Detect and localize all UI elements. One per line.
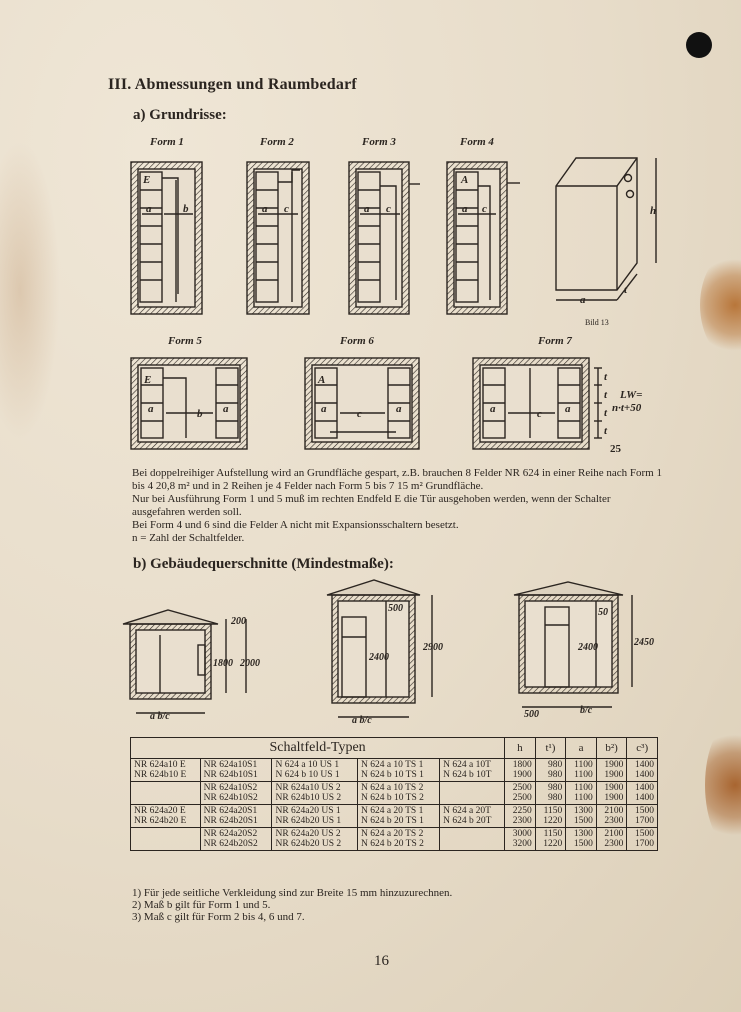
table-title: Schaltfeld-Typen [131,738,505,759]
letter-c: c [284,203,289,215]
table-cell [131,782,201,805]
table-cell: 2250 2300 [505,805,536,828]
table-cell: N 624 a 20 TS 2 N 624 b 20 TS 2 [357,828,439,851]
form-4-label: Form 4 [460,136,494,148]
letter-t: t [604,407,608,419]
note-text: Nur bei Ausführung Form 1 und 5 muß im rechten Endfeld E die Tür ausgehoben werden, wenn der Schalter ausgefahren werden soll. [132,493,611,518]
table-row [131,828,658,851]
table-cell [440,828,505,851]
switchgear-types-table [130,737,658,851]
dim-label: 2900 [423,642,443,653]
form-5-label: Form 5 [168,335,202,347]
col-header: c³) [627,738,658,759]
dim-label: 500 [524,709,539,720]
letter-a: a [262,203,268,215]
table-row [131,759,658,782]
section-a-title: a) Grundrisse: [133,107,227,123]
table-cell: NR 624a10 US 2 NR 624b10 US 2 [272,782,357,805]
letter-b: b [183,203,189,215]
table-cell: 1900 1900 [596,759,627,782]
dim-label: b/c [580,705,593,716]
form-6-label: Form 6 [340,335,374,347]
letter-t: t [624,284,628,296]
page-heading: III. Abmessungen und Raumbedarf [108,76,357,93]
table-cell: 3000 3200 [505,828,536,851]
letter-a: a [146,203,152,215]
table-cell: 1800 1900 [505,759,536,782]
footnote: 2) Maß b gilt für Form 1 und 5. [132,899,271,911]
letter-a: a [462,203,468,215]
table-cell: 1300 1500 [566,805,597,828]
footnotes [132,887,452,923]
page-number: 16 [374,953,389,969]
note-text: n = Zahl der Schaltfelder. [132,532,245,544]
dim-label: 2000 [240,658,260,669]
note-text: Bei Form 4 und 6 sind die Felder A nicht mit Expansionsschaltern besetzt. [132,519,459,531]
table-cell [440,782,505,805]
table-cell: NR 624a20S1 NR 624b20S1 [200,805,272,828]
dim-label: 500 [388,603,403,614]
letter-a: a [364,203,370,215]
table-cell: 1900 1900 [596,782,627,805]
table-cell: 1150 1220 [535,828,566,851]
letter-a: a [223,403,229,415]
letter-c: c [537,408,542,420]
table-cell: 1400 1400 [627,759,658,782]
form-7-label: Form 7 [538,335,572,347]
dim-label: 50 [598,607,608,618]
table-cell: 1500 1700 [627,828,658,851]
table-cell: 1100 1100 [566,759,597,782]
table-cell: 2500 2500 [505,782,536,805]
table-cell: N 624 a 10T N 624 b 10T [440,759,505,782]
table-cell: N 624 a 10 US 1 N 624 b 10 US 1 [272,759,357,782]
form-2-label: Form 2 [260,136,294,148]
table-cell: 980 980 [535,782,566,805]
letter-t: t [604,389,608,401]
floor-plan-diagrams [0,0,741,470]
table-cell: NR 624a20 US 2 NR 624b20 US 2 [272,828,357,851]
building-sections [0,575,741,745]
section-b-title: b) Gebäudequerschnitte (Mindestmaße): [133,556,394,572]
table-row [131,782,658,805]
footnote: 1) Für jede seitliche Verkleidung sind zur Breite 15 mm hinzuzurechnen. [132,887,453,899]
col-header: a [566,738,597,759]
dim-25: 25 [610,443,621,455]
note-text: Bei doppelreihiger Aufstellung wird an Grundfläche gespart, z.B. brauchen 8 Felder NR 624 in einer Reihe nach Form 1 bis 4 20,8 m² und in 2 Reihen je 4 Felder nach Form 5 bis 7 15 m² Grundfläche. [132,467,662,492]
form-3-label: Form 3 [362,136,396,148]
dim-label: 2450 [634,637,654,648]
letter-t: t [604,425,608,437]
dim-label: a b/c [150,711,170,722]
letter-t: t [604,371,608,383]
col-header: b²) [596,738,627,759]
table-cell: 2100 2300 [596,828,627,851]
letter-a: a [396,403,402,415]
table-cell: N 624 a 20 TS 1 N 624 b 20 TS 1 [357,805,439,828]
table-row [131,805,658,828]
letter-e: E [143,174,151,186]
table-cell: 1300 1500 [566,828,597,851]
table-cell: 2100 2300 [596,805,627,828]
footnote: 3) Maß c gilt für Form 2 bis 4, 6 und 7. [132,911,305,923]
table-cell: NR 624a20S2 NR 624b20S2 [200,828,272,851]
dim-label: a b/c [352,715,372,726]
dim-label: 200 [231,616,246,627]
table-cell: 1100 1100 [566,782,597,805]
col-header: t¹) [535,738,566,759]
letter-a: a [321,403,327,415]
table-cell: NR 624a10 E NR 624b10 E [131,759,201,782]
letter-a: a [580,294,586,306]
table-cell: N 624 a 10 TS 2 N 624 b 10 TS 2 [357,782,439,805]
table-cell: 1500 1700 [627,805,658,828]
letter-a: a [565,403,571,415]
table-cell: N 624 a 10 TS 1 N 624 b 10 TS 1 [357,759,439,782]
table-cell: N 624 a 20T N 624 b 20T [440,805,505,828]
dim-label: 2400 [369,652,389,663]
table-cell: NR 624a20 E NR 624b20 E [131,805,201,828]
letter-c: c [386,203,391,215]
table-cell: NR 624a20 US 1 NR 624b20 US 1 [272,805,357,828]
letter-a: a [490,403,496,415]
letter-c: c [482,203,487,215]
table-cell: 1400 1400 [627,782,658,805]
lw-formula: LW= [620,389,643,401]
dim-label: 2400 [578,642,598,653]
table-cell [131,828,201,851]
letter-h: h [650,205,657,217]
form-1-label: Form 1 [150,136,184,148]
letter-e: E [144,374,152,386]
letter-a-upper: A [461,174,469,186]
letter-c: c [357,408,362,420]
notes-block [132,467,662,545]
table-cell: 980 980 [535,759,566,782]
letter-a: a [148,403,154,415]
table-cell: NR 624a10S2 NR 624b10S2 [200,782,272,805]
dim-label: 1800 [213,658,233,669]
iso-caption: Bild 13 [585,318,609,327]
letter-a-upper: A [318,374,326,386]
table-cell: NR 624a10S1 NR 624b10S1 [200,759,272,782]
lw-formula: n·t+50 [612,402,642,414]
col-header: h [505,738,536,759]
table-cell: 1150 1220 [535,805,566,828]
letter-b: b [197,408,203,420]
